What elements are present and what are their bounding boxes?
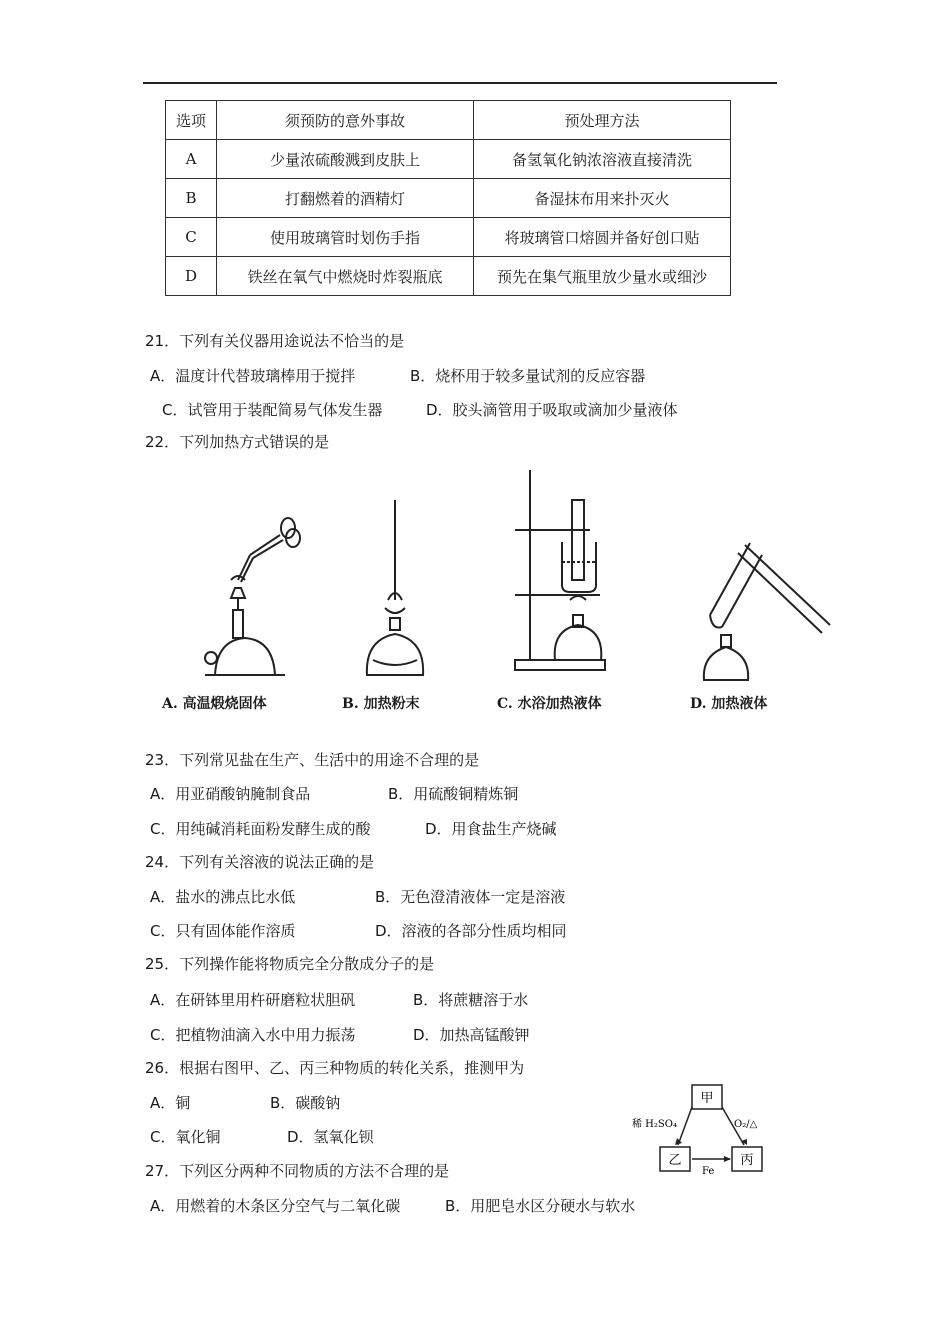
table-header-cell: 须预防的意外事故 [217,101,474,140]
diagram-bottom-label: Fe [702,1166,715,1177]
q25-option-b: B．将蔗糖溶于水 [413,991,529,1009]
diagram-right-label: O₂/△ [734,1119,758,1130]
table-cell: 铁丝在氧气中燃烧时炸裂瓶底 [217,257,474,296]
diagram-left-label: 稀 H₂SO₄ [632,1119,677,1130]
conversion-diagram [630,1083,780,1178]
q26-option-b: B．碳酸钠 [270,1094,341,1112]
question-25-stem: 25．下列操作能将物质完全分散成分子的是 [145,955,435,973]
table-row [166,218,731,257]
q21-option-c: C．试管用于装配简易气体发生器 [162,401,383,419]
diagram-node-top: 甲 [700,1091,714,1106]
question-24-stem: 24．下列有关溶液的说法正确的是 [145,853,375,871]
table-cell: 预先在集气瓶里放少量水或细沙 [474,257,731,296]
q23-option-d: D．用食盐生产烧碱 [425,820,557,838]
table-cell: B [166,179,217,218]
q24-option-a: A．盐水的沸点比水低 [150,888,296,906]
table-header-row [166,101,731,140]
question-21-stem: 21．下列有关仪器用途说法不恰当的是 [145,332,405,350]
q27-option-b: B．用肥皂水区分硬水与软水 [445,1197,636,1215]
table-row [166,257,731,296]
q23-option-c: C．用纯碱消耗面粉发酵生成的酸 [150,820,371,838]
table-cell: C [166,218,217,257]
question-26-stem: 26．根据右图甲、乙、丙三种物质的转化关系，推测甲为 [145,1059,525,1077]
figure-c-water-bath [510,470,610,675]
figure-d-heating-liquid [690,535,840,685]
q25-option-c: C．把植物油滴入水中用力振荡 [150,1026,356,1044]
figure-d-caption: D. 加热液体 [690,696,768,712]
q24-option-b: B．无色澄清液体一定是溶液 [375,888,566,906]
question-23-stem: 23．下列常见盐在生产、生活中的用途不合理的是 [145,751,480,769]
q26-option-c: C．氧化铜 [150,1128,221,1146]
table-cell: 将玻璃管口熔圆并备好创口贴 [474,218,731,257]
header-rule [143,82,777,84]
table-row [166,179,731,218]
q21-option-d: D．胶头滴管用于吸取或滴加少量液体 [426,401,678,419]
diagram-node-right: 丙 [740,1153,754,1168]
table-header-cell: 选项 [166,101,217,140]
q21-option-a: A．温度计代替玻璃棒用于搅拌 [150,367,356,385]
question-27-stem: 27．下列区分两种不同物质的方法不合理的是 [145,1162,450,1180]
question-22-stem: 22．下列加热方式错误的是 [145,433,330,451]
q23-option-b: B．用硫酸铜精炼铜 [388,785,519,803]
q25-option-a: A．在研钵里用杵研磨粒状胆矾 [150,991,356,1009]
accident-table [165,100,731,296]
figure-c-caption: C. 水浴加热液体 [497,696,602,712]
table-cell: 少量浓硫酸溅到皮肤上 [217,140,474,179]
q21-option-b: B．烧杯用于较多量试剂的反应容器 [410,367,646,385]
table-row [166,140,731,179]
table-header-cell: 预处理方法 [474,101,731,140]
table-cell: D [166,257,217,296]
table-cell: 打翻燃着的酒精灯 [217,179,474,218]
figure-a-calcination [195,510,315,685]
figure-b-caption: B. 加热粉末 [342,696,420,712]
q24-option-d: D．溶液的各部分性质均相同 [375,922,567,940]
figure-b-heating-powder [355,500,435,685]
q25-option-d: D．加热高锰酸钾 [413,1026,530,1044]
table-cell: A [166,140,217,179]
q26-option-a: A．铜 [150,1094,191,1112]
table-cell: 备氢氧化钠浓溶液直接清洗 [474,140,731,179]
q26-option-d: D．氢氧化钡 [287,1128,374,1146]
q23-option-a: A．用亚硝酸钠腌制食品 [150,785,311,803]
table-cell: 备湿抹布用来扑灭火 [474,179,731,218]
diagram-node-left: 乙 [668,1153,682,1168]
q27-option-a: A．用燃着的木条区分空气与二氧化碳 [150,1197,401,1215]
figure-a-caption: A. 高温煅烧固体 [162,696,267,712]
table-cell: 使用玻璃管时划伤手指 [217,218,474,257]
q24-option-c: C．只有固体能作溶质 [150,922,296,940]
